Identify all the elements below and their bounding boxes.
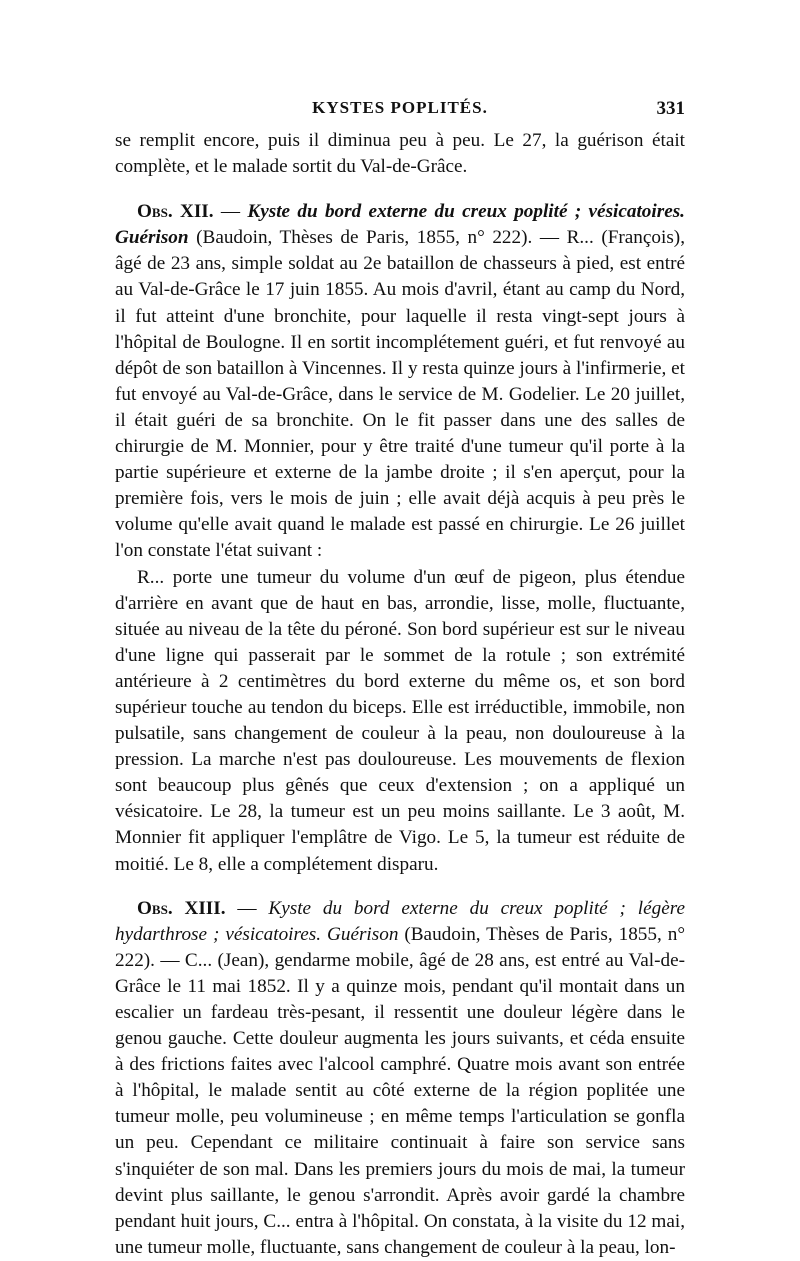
observation-12-continued: R... porte une tumeur du volume d'un œuf de pigeon, plus étendue d'arrière en avant que de haut en bas, arrondie, lisse, molle, fluctuante, située au niveau de la tête du péroné. Son bord supérieur est sur le niveau d'une ligne qui passerait par le sommet de la rotule ; son extrémité antérieure à 2 centimètres du bord externe du même os, et son bord supérieur touche au tendon du biceps. Elle est irréductible, immobile, non pulsatile, sans changement de couleur à la peau, non douloureuse à la pression. La marche n'est pas douloureuse. Les mouvements de flexion sont beaucoup plus gênés que ceux d'extension ; on a appliqué un vésicatoire. Le 28, la tumeur est un peu moins saillante. Le 3 août, M. Monnier fit appliquer l'emplâtre de Vigo. Le 5, la tumeur est réduite de moitié. Le 8, elle a complétement disparu.: [115, 566, 685, 875]
running-head: KYSTES POPLITÉS.: [312, 98, 488, 117]
observation-13-dash: —: [225, 897, 269, 919]
body-text: [115, 128, 685, 1261]
observation-13-label: Obs. XIII.: [137, 897, 226, 919]
observation-13-title: Kyste du bord externe du creux poplité ; légère hydarthrose ; vésicatoires. Guérison: [115, 897, 685, 945]
page-number: 331: [656, 98, 685, 119]
observation-12-label: Obs. XII.: [137, 201, 214, 223]
observation-13: [115, 896, 685, 1261]
observation-12-dash: —: [213, 201, 248, 223]
observation-12-body: (Baudoin, Thèses de Paris, 1855, n° 222). — R... (François), âgé de 23 ans, simple soldat au 2e bataillon de chasseurs à pied, est entré au Val-de-Grâce le 17 juin 1855. Au mois d'avril, étant au camp du Nord, il fut atteint d'une bronchite, pour laquelle il resta vingt-sept jours à l'hôpital de Boulogne. Il en sortit incomplétement guéri, et fut renvoyé au dépôt de son bataillon à Vincennes. Il y resta quinze jours à l'infirmerie, et fut envoyé au Val-de-Grâce, dans le service de M. Godelier. Le 20 juillet, il était guéri de sa bronchite. On le fit passer dans une des salles de chirurgie de M. Monnier, pour y être traité d'une tumeur qu'il porte à la partie supérieure et externe de la jambe droite ; il s'en aperçut, pour la première fois, vers le mois de juin ; elle avait déjà acquis à peu près le volume qu'elle avait quand le malade est passé en chirurgie. Le 26 juillet l'on constate l'état suivant :: [115, 227, 685, 562]
observation-13-body: (Baudoin, Thèses de Paris, 1855, n° 222). — C... (Jean), gendarme mobile, âgé de 28 ans, est entré au Val-de-Grâce le 11 mai 1852. Il y a quinze mois, pendant qu'il montait dans un escalier un fardeau très-pesant, il ressentit une douleur légère dans le genou gauche. Cette douleur augmenta les jours suivants, et céda ensuite à des frictions faites avec l'alcool camphré. Quatre mois avant son entrée à l'hôpital, le malade sentit au côté externe de la région poplitée une tumeur molle, peu volumineuse ; en même temps l'articulation se gonfla un peu. Cependant ce militaire continuait à faire son service sans s'inquiéter de son mal. Dans les premiers jours du mois de mai, la tumeur devint plus saillante, le genou s'arrondit. Après avoir gardé la chambre pendant huit jours, C... entra à l'hôpital. On constata, à la visite du 12 mai, une tumeur molle, fluctuante, sans changement de couleur à la peau, lon-: [115, 923, 685, 1258]
continuation-paragraph: se remplit encore, puis il diminua peu à peu. Le 27, la guérison était complète, et le malade sortit du Val-de-Grâce.: [115, 130, 685, 178]
observation-12: [115, 199, 685, 564]
page-header: [115, 98, 685, 124]
observation-12-title: Kyste du bord externe du creux poplité ; vésicatoires. Guérison: [115, 201, 685, 249]
